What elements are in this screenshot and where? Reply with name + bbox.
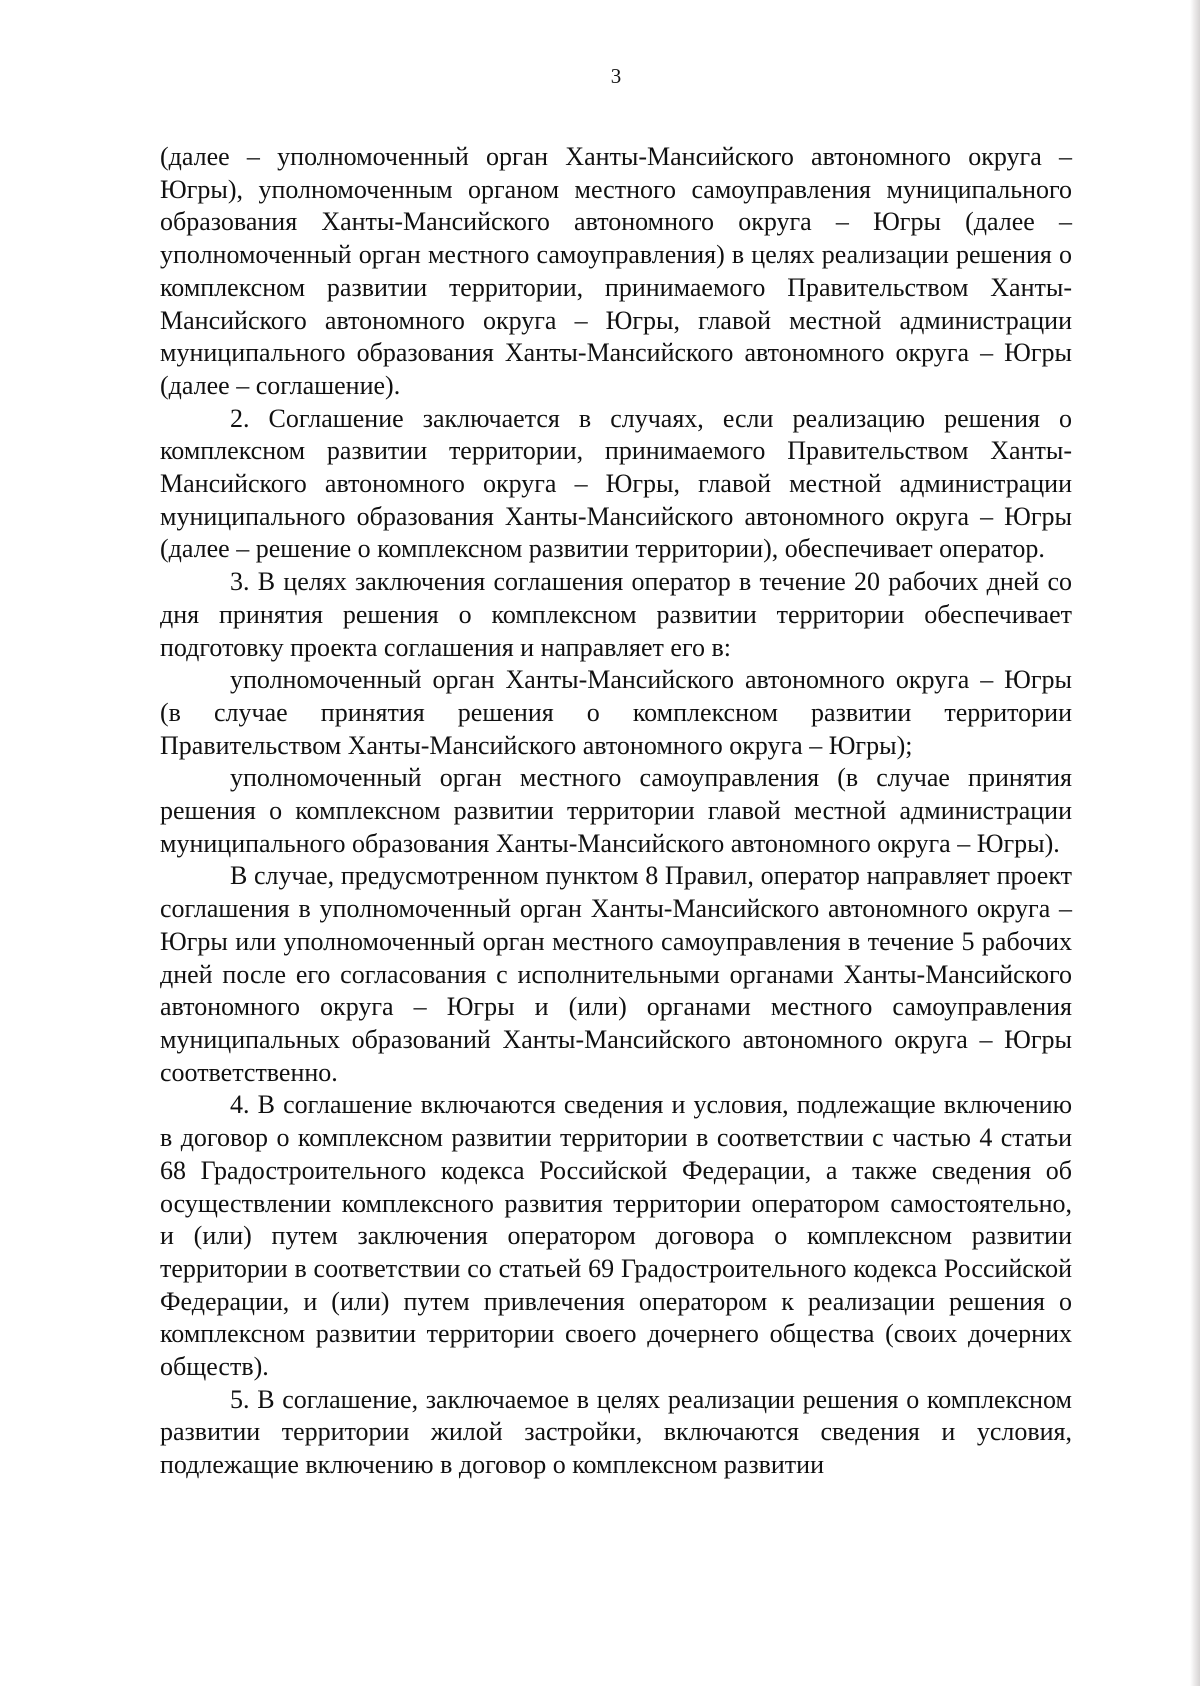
page-number: 3: [610, 64, 622, 88]
paragraph-continuation: (далее – уполномоченный орган Ханты-Мансийского автономного округа – Югры), уполномоченным органом местного самоуправления муниципального образования Ханты-Мансийского автономного округа – Югры (далее – уполномоченный орган местного самоуправления) в целях реализации решения о комплексном развитии территории, принимаемого Правительством Ханты-Мансийского автономного округа – Югры, главой местной администрации муниципального образования Ханты-Мансийского автономного округа – Югры (далее – соглашение).: [160, 142, 1072, 400]
paragraph-item-5: 5. В соглашение, заключаемое в целях реализации решения о комплексном развитии территории жилой застройки, включаются сведения и условия, подлежащие включению в договор о комплексном развитии: [160, 1384, 1072, 1480]
paragraph-item-3-recipient-local: уполномоченный орган местного самоуправления (в случае принятия решения о комплексном развитии территории главой местной администрации муниципального образования Ханты-Мансийского автономного округа – Югры).: [160, 763, 1072, 858]
paragraph-item-3-special-case: В случае, предусмотренном пунктом 8 Правил, оператор направляет проект соглашения в уполномоченный орган Ханты-Мансийского автономного округа – Югры или уполномоченный орган местного самоуправления в течение 5 рабочих дней после его согласования с исполнительными органами Ханты-Мансийского автономного округа – Югры и (или) органами местного самоуправления муниципальных образований Ханты-Мансийского автономного округа – Югры соответственно.: [160, 861, 1072, 1087]
paragraph-item-4: 4. В соглашение включаются сведения и условия, подлежащие включению в договор о комплексном развитии территории в соответствии с частью 4 статьи 68 Градостроительного кодекса Российской Федерации, а также сведения об осуществлении комплексного развития территории оператором самостоятельно, и (или) путем заключения оператором договора о комплексном развитии территории в соответствии со статьей 69 Градостроительного кодекса Российской Федерации, и (или) путем привлечения оператором к реализации решения о комплексном развитии территории своего дочернего общества (своих дочерних обществ).: [160, 1090, 1072, 1382]
scan-edge-shadow: [1190, 0, 1200, 1686]
paragraph-item-3: 3. В целях заключения соглашения оператор в течение 20 рабочих дней со дня принятия решения о комплексном развитии территории обеспечивает подготовку проекта соглашения и направляет его в:: [160, 567, 1072, 662]
paragraph-item-3-recipient-district: уполномоченный орган Ханты-Мансийского автономного округа – Югры (в случае принятия решения о комплексном развитии территории Правительством Ханты-Мансийского автономного округа – Югры);: [160, 665, 1072, 760]
paragraph-item-2: 2. Соглашение заключается в случаях, если реализацию решения о комплексном развитии территории, принимаемого Правительством Ханты-Мансийского автономного округа – Югры, главой местной администрации муниципального образования Ханты-Мансийского автономного округа – Югры (далее – решение о комплексном развитии территории), обеспечивает оператор.: [160, 403, 1072, 564]
document-body: [160, 141, 1072, 1482]
